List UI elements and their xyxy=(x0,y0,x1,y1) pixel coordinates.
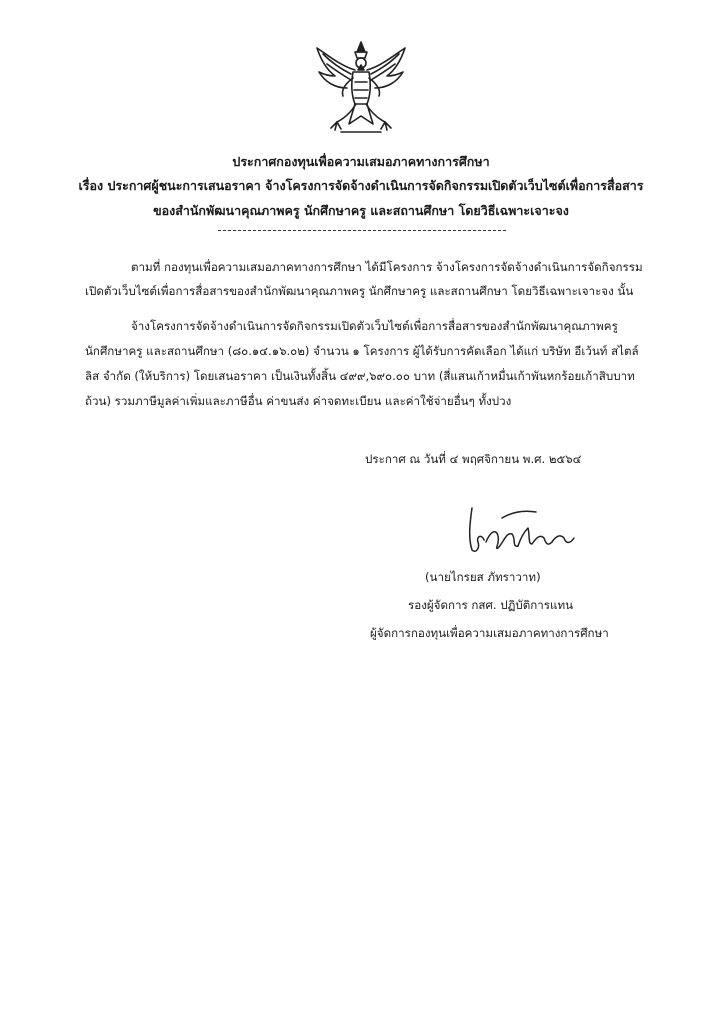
garuda-emblem-icon xyxy=(311,38,411,138)
announcement-date: ประกาศ ณ วันที่ ๔ พฤศจิกายน พ.ศ. ๒๕๖๔ xyxy=(365,452,582,466)
document-title: ประกาศกองทุนเพื่อความเสมอภาคทางการศึกษา xyxy=(232,154,490,169)
signatory-position-1: รองผู้จัดการ กสศ. ปฏิบัติการแทน xyxy=(408,598,574,612)
paragraph-2-line-3: ลิส จำกัด (ให้บริการ) โดยเสนอราคา เป็นเงินทั้งสิ้น ๔๙๙,๖๙๐.๐๐ บาท (สี่แสนเก้าหมื่นเก้าพันหกร้อยเก้าสิบบาท xyxy=(85,369,635,383)
paragraph-2-line-4: ถ้วน) รวมภาษีมูลค่าเพิ่มและภาษีอื่น ค่าขนส่ง ค่าจดทะเบียน และค่าใช้จ่ายอื่นๆ ทั้งปวง xyxy=(85,394,512,408)
paragraph-1-line-1: ตามที่ กองทุนเพื่อความเสมอภาคทางการศึกษา ได้มีโครงการ จ้างโครงการจัดจ้างดำเนินการจัดกิจกรรม xyxy=(131,260,643,274)
paragraph-2-line-1: จ้างโครงการจัดจ้างดำเนินการจัดกิจกรรมเปิดตัวเว็บไซต์เพื่อการสื่อสารของสำนักพัฒนาคุณภาพครู xyxy=(131,319,618,333)
title-divider xyxy=(218,230,506,231)
subject-line-2: ของสำนักพัฒนาคุณภาพครู นักศึกษาครู และสถานศึกษา โดยวิธีเฉพาะเจาะจง xyxy=(153,203,569,218)
paragraph-1-line-2: เปิดตัวเว็บไซต์เพื่อการสื่อสารของสำนักพัฒนาคุณภาพครู นักศึกษาครู และสถานศึกษา โดยวิธีเฉพาะเจาะจง นั้น xyxy=(85,284,634,298)
signatory-position-2: ผู้จัดการกองทุนเพื่อความเสมอภาคทางการศึกษา xyxy=(370,626,609,640)
paragraph-2-line-2: นักศึกษาครู และสถานศึกษา (๘๐.๑๔.๑๖.๐๒) จำนวน ๑ โครงการ ผู้ได้รับการคัดเลือก ได้แก่ บริษัท อีเว้นท์ สไตล์ xyxy=(85,344,639,358)
signatory-name: (นายไกรยส ภัทราวาท) xyxy=(425,570,541,584)
handwritten-signature xyxy=(462,498,582,560)
subject-line-1: เรื่อง ประกาศผู้ชนะการเสนอราคา จ้างโครงการจัดจ้างดำเนินการจัดกิจกรรมเปิดตัวเว็บไซต์เพื่อการสื่อสาร xyxy=(78,178,644,193)
